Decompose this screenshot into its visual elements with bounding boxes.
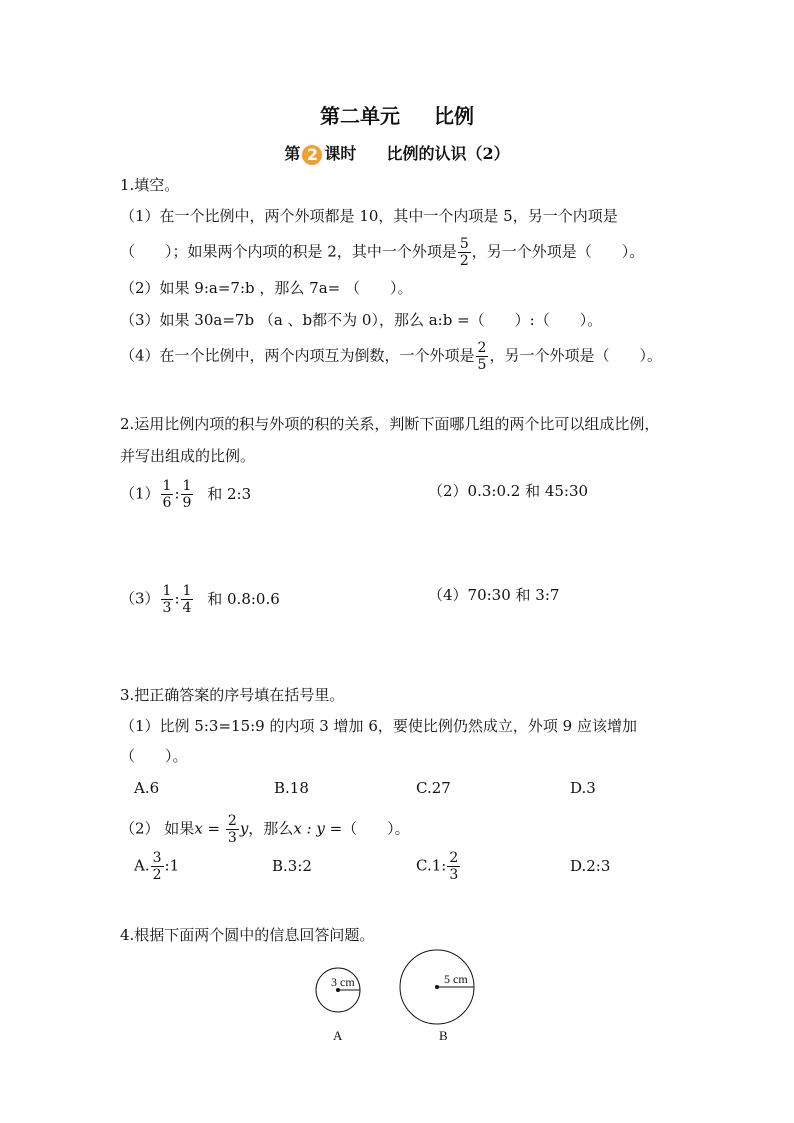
q4-heading: 4.根据下面两个圆中的信息回答问题。 (120, 926, 375, 944)
q3-part1-option-c: C.27 (416, 779, 451, 797)
q3-part2 (120, 813, 410, 846)
q1-heading: 1.填空。 (120, 176, 180, 194)
q3-part1-option-a: A.6 (134, 779, 160, 797)
q2-item2: （2）0.3:0.2 和 45:30 (428, 482, 589, 500)
fraction: $\frac{5}{2}$ (459, 236, 469, 269)
q3-part2-option-d: D.2:3 (570, 857, 611, 875)
item-label: （3） (120, 589, 160, 608)
q3-part2-text-b: ，那么 (248, 819, 294, 838)
fraction: $\frac{1}{6}$ (162, 478, 172, 511)
circle-b (400, 950, 474, 1043)
q3-part2-text-a: （2） 如果 (120, 819, 195, 838)
q2-item3: （3） $\frac{1}{3}$ : $\frac{1}{4}$ 和 0.8:0.6 (120, 583, 280, 616)
circle-b-radius-label: 5 cm (444, 972, 468, 986)
q3-part1-option-b: B.18 (274, 779, 309, 797)
q3-part1-option-d: D.3 (570, 779, 596, 797)
equals: = (202, 819, 225, 838)
item-label: （1） (120, 484, 160, 503)
lesson-suffix: 课时 (324, 144, 357, 163)
q1-part4-text-a: （4）在一个比例中，两个内项互为倒数，一个外项是 (120, 346, 475, 365)
lesson-number-badge: 2 (302, 145, 322, 165)
q3-part2-option-a: A. $\frac{3}{2}$ :1 (134, 850, 180, 883)
q3-heading: 3.把正确答案的序号填在括号里。 (120, 686, 345, 704)
fraction: $\frac{1}{4}$ (182, 583, 192, 616)
var-x: x (194, 819, 203, 838)
fraction: $\frac{3}{2}$ (152, 850, 162, 883)
var-y: y (239, 819, 249, 838)
fraction: $\frac{1}{9}$ (182, 478, 192, 511)
item-rest: 和 2:3 (207, 484, 252, 503)
lesson-subtitle (0, 144, 794, 165)
q2-item1: （1） $\frac{1}{6}$ : $\frac{1}{9}$ 和 2:3 (120, 478, 252, 511)
lesson-prefix: 第 (284, 144, 301, 163)
fraction: $\frac{2}{3}$ (449, 850, 459, 883)
q3-part2-option-b: B.3:2 (272, 857, 312, 875)
q2-item4: （4）70:30 和 3:7 (428, 586, 560, 604)
q1-part3: （3）如果 30a=7b （a 、b都不为 0），那么 a:b =（ ）:（ ）。 (120, 311, 603, 329)
item-rest: 和 0.8:0.6 (207, 589, 280, 608)
q2-heading-line2: 并写出组成的比例。 (120, 447, 256, 465)
circle-a-radius-label: 3 cm (331, 975, 355, 989)
circle-a-label: A (333, 1028, 343, 1043)
q1-part1-line1: （1）在一个比例中，两个外项都是 10，其中一个内项是 5，另一个内项是 (120, 207, 618, 225)
circle-b-label: B (439, 1028, 448, 1043)
q2-heading-line1: 2.运用比例内项的积与外项的积的关系，判断下面哪几组的两个比可以组成比例， (120, 415, 660, 433)
q1-part1-text-b: （ ）；如果两个内项的积是 2，其中一个外项是 (120, 242, 457, 261)
unit-label: 第二单元 (320, 104, 400, 128)
q1-part1-line2 (120, 236, 644, 269)
q1-part2: （2）如果 9:a=7:b ，那么 7a= （ ）。 (120, 279, 413, 297)
q3-part2-option-c: C.1: $\frac{2}{3}$ (416, 850, 459, 883)
q3-part2-text-c: =（ ）。 (324, 819, 410, 838)
fraction: $\frac{1}{3}$ (162, 583, 172, 616)
q3-part1-line1: （1）比例 5:3=15:9 的内项 3 增加 6，要使比例仍然成立，外项 9 应该增加 (120, 717, 637, 735)
q1-part4-text-b: ，另一个外项是（ ）。 (489, 346, 662, 365)
q1-part4 (120, 340, 662, 373)
lesson-title: 比例的认识（2） (386, 144, 510, 163)
page-title (0, 106, 794, 126)
circle-a (316, 968, 360, 1043)
fraction: $\frac{2}{3}$ (227, 813, 237, 846)
fraction: $\frac{2}{5}$ (477, 340, 487, 373)
unit-name: 比例 (434, 104, 474, 128)
q3-part1-line2: （ ）。 (120, 747, 188, 765)
ratio-xy: x : y (293, 819, 325, 838)
q1-part1-text-c: ，另一个外项是（ ）。 (471, 242, 645, 261)
circles-figure (0, 948, 794, 1068)
